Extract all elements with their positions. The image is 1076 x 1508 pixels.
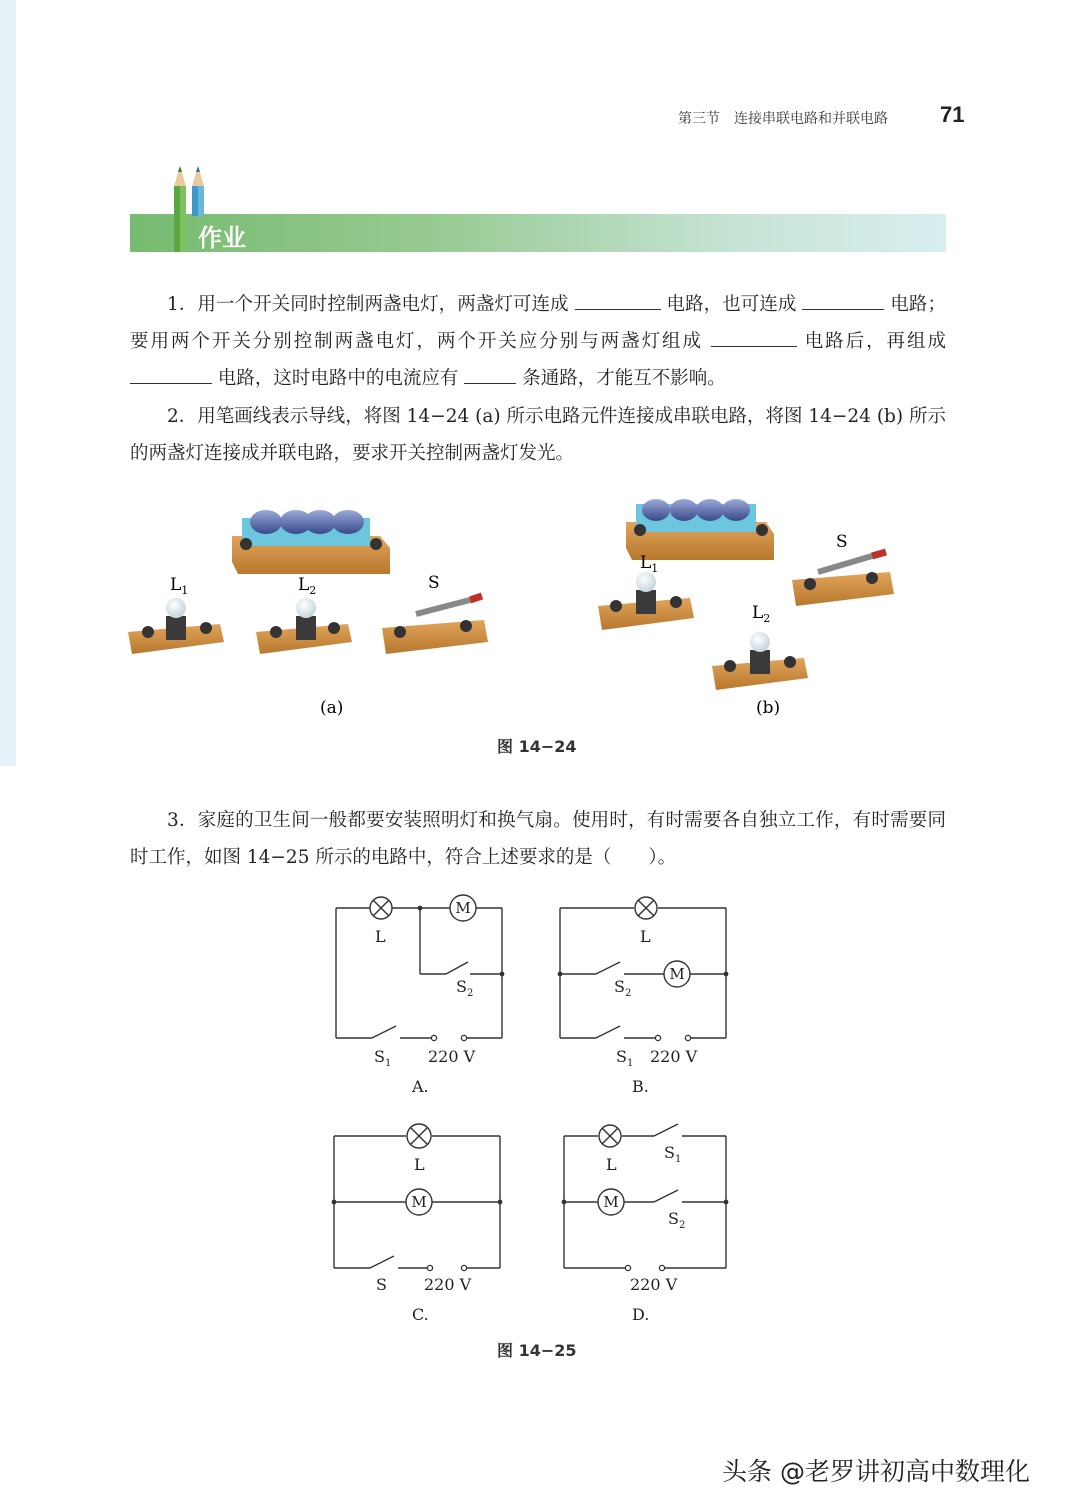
label-b: (b) <box>756 698 781 718</box>
label-a: (a) <box>320 698 344 718</box>
motor-label-d: M <box>603 1193 619 1211</box>
pencils-icon <box>170 164 214 254</box>
label-b-lamp: L <box>640 927 651 946</box>
label-a-s2: $S_2$ <box>456 977 474 999</box>
figure-14-25 <box>320 880 750 1330</box>
question-2: 2．用笔画线表示导线，将图 14−24 (a) 所示电路元件连接成串联电路，将图 14−24 (b) 所示的两盏灯连接成并联电路，要求开关控制两盏灯发光。 <box>130 406 946 464</box>
lamp-l2-a <box>256 598 352 654</box>
label-c-voltage: 220 V <box>424 1275 472 1294</box>
label-a-voltage: 220 V <box>428 1047 476 1066</box>
label-c-lamp: L <box>414 1155 425 1174</box>
figure-14-24 <box>120 496 960 722</box>
running-header <box>640 104 970 132</box>
label-c: C. <box>412 1305 429 1324</box>
caption-figure-14-25: 图 14−25 <box>497 1341 577 1360</box>
label-a-s1: $S_1$ <box>374 1047 392 1069</box>
answer-blank[interactable] <box>575 289 661 310</box>
label-a: A. <box>412 1077 429 1096</box>
switch-s-a <box>382 596 488 654</box>
watermark: 头条 @老罗讲初高中数理化 <box>722 1457 1030 1486</box>
lamp-l2-b <box>712 632 808 690</box>
lamp-icon <box>370 897 657 1148</box>
label-l1-a: $L_1$ <box>170 575 189 597</box>
label-s-a: S <box>428 573 440 593</box>
circuit-d <box>564 1124 726 1268</box>
label-d-s2: $S_2$ <box>668 1209 686 1231</box>
label-l2-a: $L_2$ <box>298 575 317 597</box>
label-d-s1: $S_1$ <box>664 1143 682 1165</box>
label-d-lamp: L <box>606 1155 617 1174</box>
answer-blank[interactable] <box>464 363 516 384</box>
motor-label-b: M <box>669 965 685 983</box>
question-3: 3．家庭的卫生间一般都要安装照明灯和换气扇。使用时，有时需要各自独立工作，有时需要同时工作，如图 14−25 所示的电路中，符合上述要求的是（ ）。 <box>130 810 946 868</box>
label-b-s1: $S_1$ <box>616 1047 634 1069</box>
label-b-voltage: 220 V <box>650 1047 698 1066</box>
lamp-l1-b <box>598 572 694 630</box>
answer-blank[interactable] <box>802 289 884 310</box>
answer-blank[interactable] <box>711 326 797 347</box>
battery-box-a <box>232 510 390 574</box>
lamp-l1-a <box>128 598 224 654</box>
label-b-s2: $S_2$ <box>614 977 632 999</box>
homework-banner <box>130 214 946 252</box>
question-1: 1．用一个开关同时控制两盏电灯，两盏灯可连成 电路，也可连成 电路；要用两个开关分别控制两盏电灯，两个开关应分别与两盏灯组成 电路后，再组成 电路，这时电路中的电流应有 条通路，才能互不影响。 <box>130 286 946 397</box>
label-s-b: S <box>836 532 848 552</box>
answer-blank[interactable] <box>130 363 212 384</box>
label-b: B. <box>632 1077 649 1096</box>
page-number: 71 <box>940 102 965 127</box>
homework-title: 作业 <box>198 224 246 252</box>
label-d-voltage: 220 V <box>630 1275 678 1294</box>
battery-box-b <box>626 499 774 560</box>
section-title: 第三节 连接串联电路和并联电路 <box>678 111 888 127</box>
label-l2-b: $L_2$ <box>752 603 771 625</box>
left-margin-bar <box>0 0 16 766</box>
label-l1-b: $L_1$ <box>640 553 659 575</box>
caption-figure-14-24: 图 14−24 <box>497 737 577 756</box>
label-a-lamp: L <box>375 927 386 946</box>
label-d: D. <box>632 1305 650 1324</box>
motor-label-c: M <box>411 1193 427 1211</box>
circuit-a <box>336 908 502 1038</box>
label-c-s: S <box>376 1275 387 1294</box>
motor-label-a: M <box>455 899 471 917</box>
switch-s-b <box>792 552 894 606</box>
